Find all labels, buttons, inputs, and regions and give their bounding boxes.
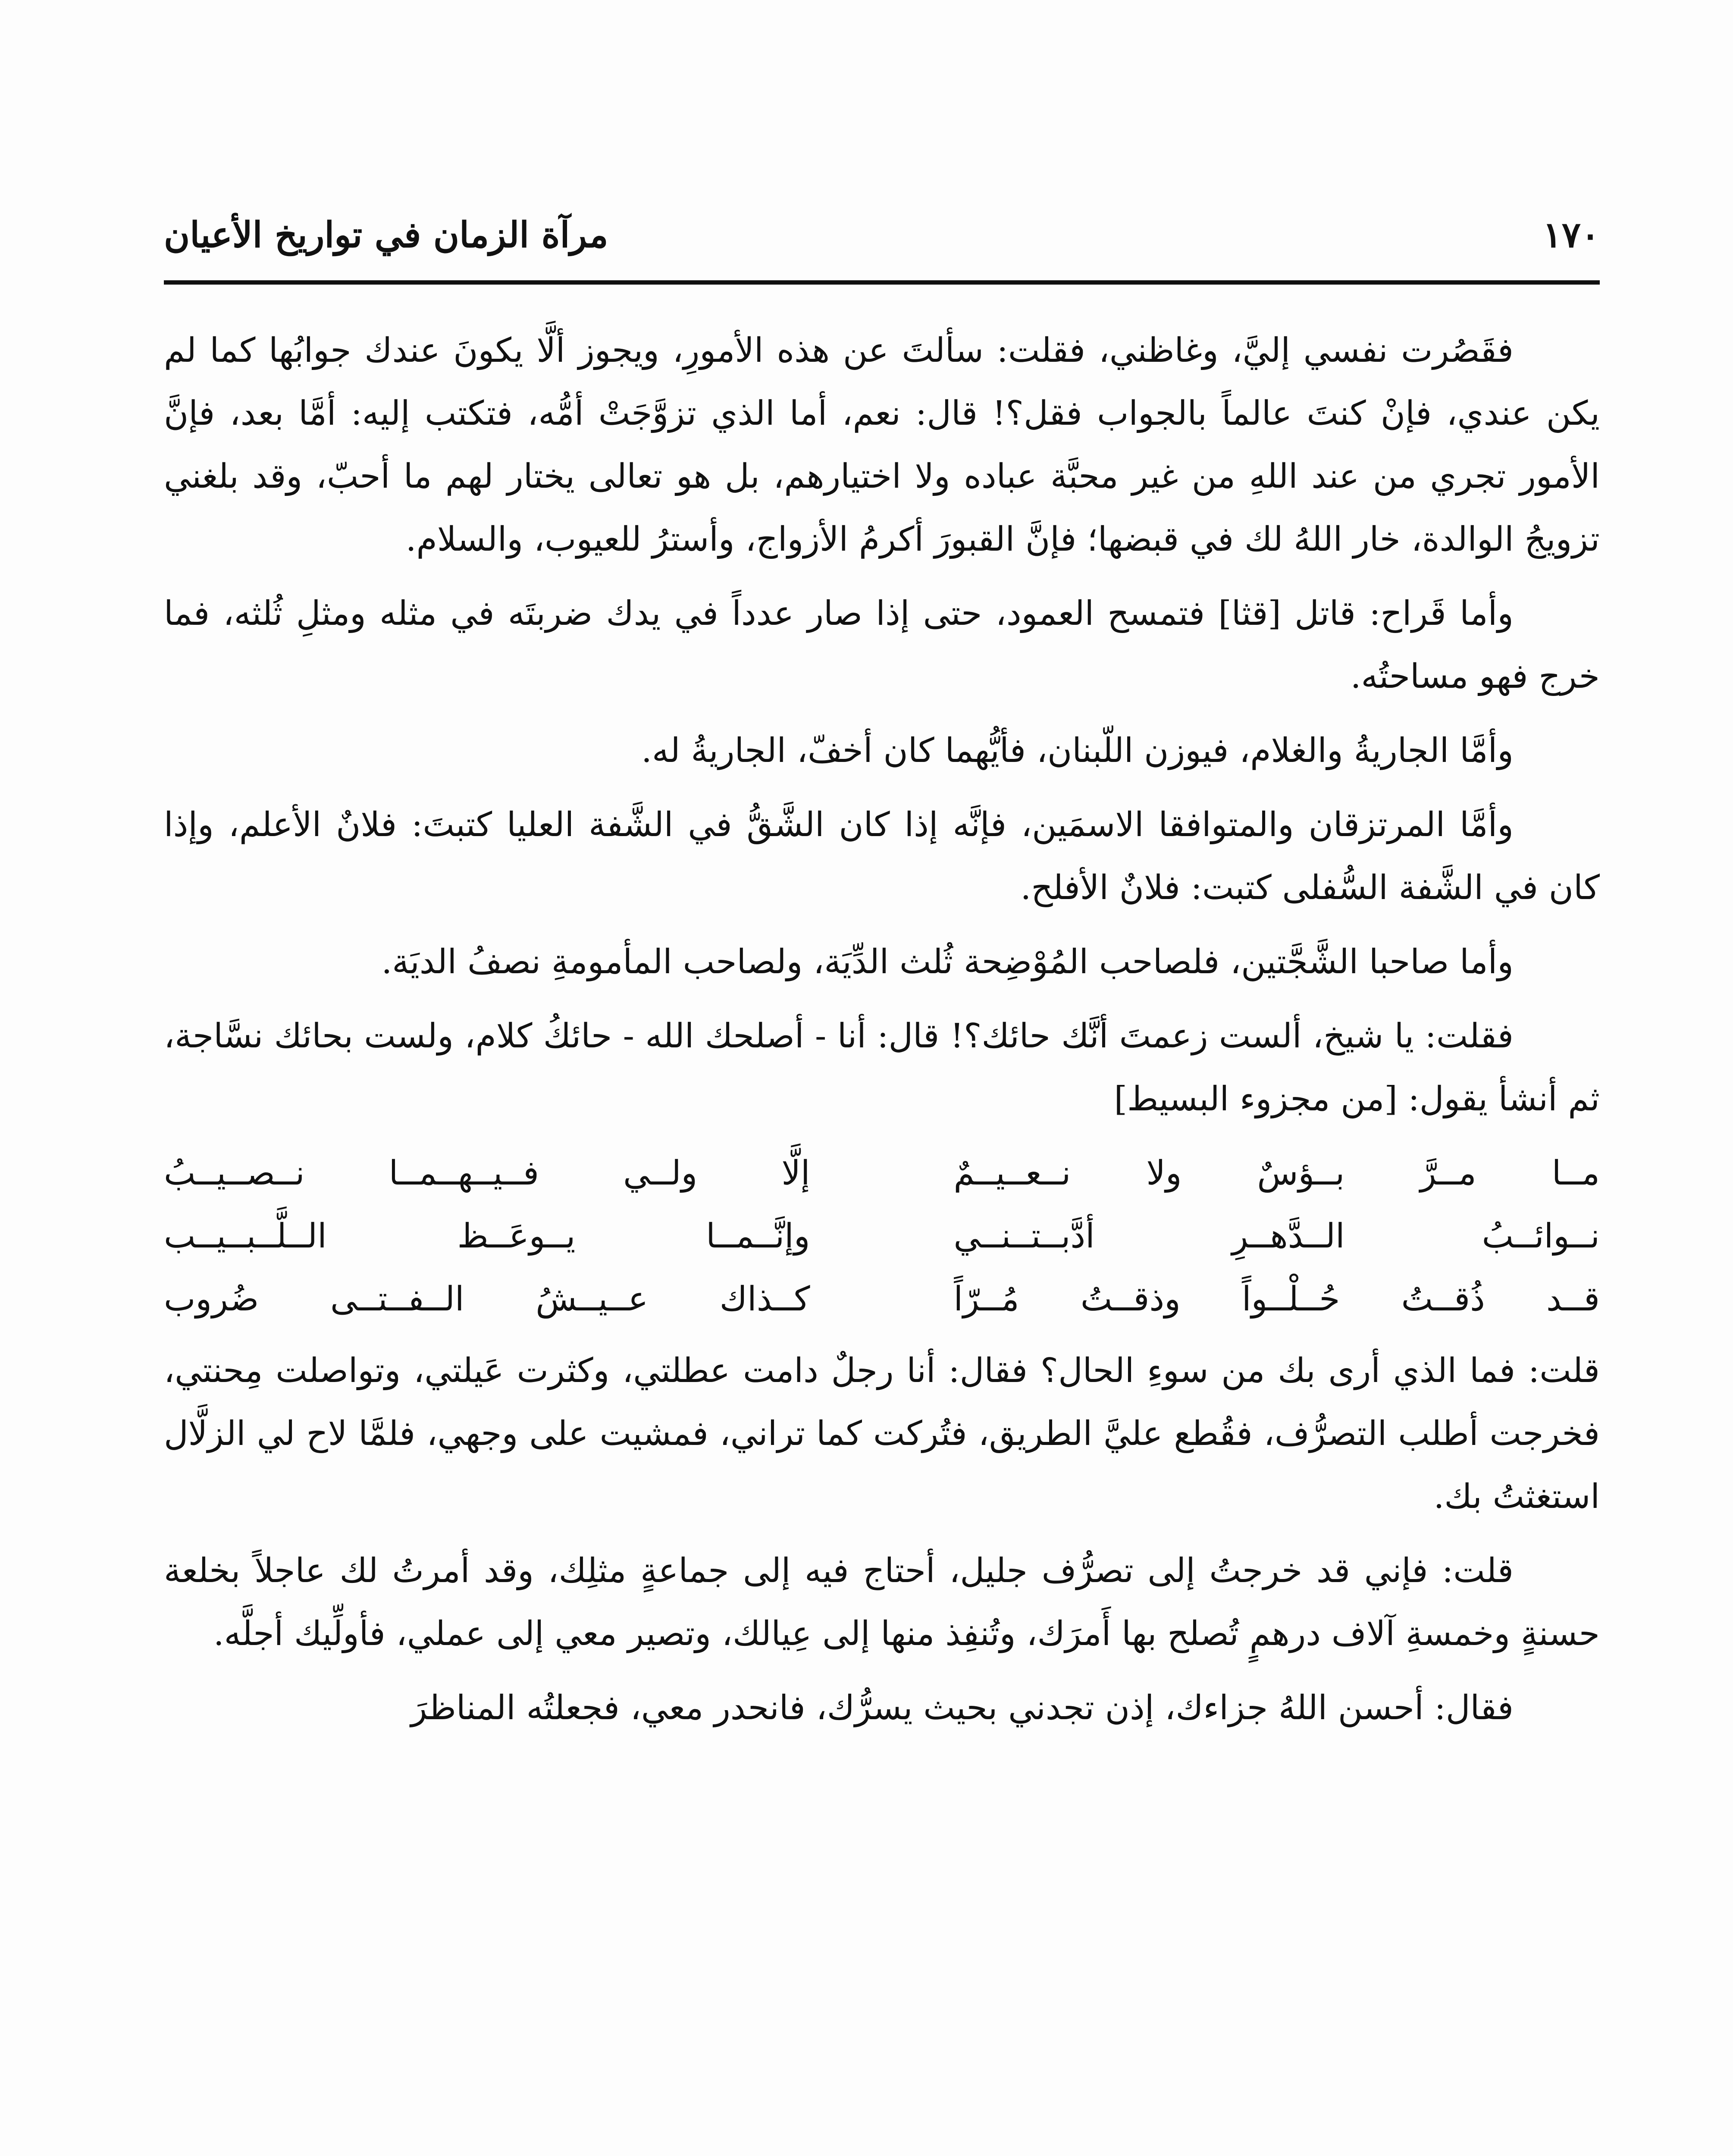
verse-second-hemistich: وإنَّــمــا يــوعَــظ الــلَّــبــيــب	[164, 1217, 810, 1256]
poem-intro-text: فقلت: يا شيخ، ألست زعمتَ أنَّك حائك؟! قال: أنا - أصلحك الله - حائكُ كلام، ولست بحائك نسَّاجة، ثم أنشأ يقول:	[164, 1017, 1600, 1119]
poem-verse	[164, 1205, 1600, 1268]
paragraph: فقال: أحسن اللهُ جزاءك، إذن تجدني بحيث يسرُّك، فانحدر معي، فجعلتُه المناظرَ	[411, 1689, 1514, 1727]
verse-first-hemistich: مــا مــرَّ بــؤسٌ ولا نــعــيــمٌ	[953, 1154, 1600, 1193]
paragraph: قلت: فما الذي أرى بك من سوءِ الحال؟ فقال: أنا رجلٌ دامت عطلتي، وكثرت عَيلتي، وتواصلت مِحنتي، فخرجت أطلب التصرُّف، فقُطع عليَّ الطريق، فتُركت كما تراني، فمشيت على وجهي، فلمَّا لاح لي الزلَّال استغثتُ بك.	[164, 1351, 1600, 1516]
header-rule	[164, 280, 1600, 285]
page-number: ١٧٠	[1542, 214, 1600, 256]
poem-meter: [من مجزوء البسيط]	[1114, 1080, 1398, 1119]
page-header	[164, 203, 1600, 267]
paragraph: وأمَّا المرتزقان والمتوافقا الاسمَين، فإنَّه إذا كان الشَّقُّ في الشَّفة العليا كتبتَ: فلانٌ الأعلم، وإذا كان في الشَّفة السُّفلى كتبت: فلانٌ الأفلح.	[164, 805, 1600, 907]
poem	[164, 1142, 1600, 1331]
paragraph-poem-intro	[164, 1005, 1600, 1131]
poem-verse	[164, 1142, 1600, 1205]
paragraph: فقَصُرت نفسي إليَّ، وغاظني، فقلت: سألتَ عن هذه الأمورِ، ويجوز ألَّا يكونَ عندك جوابُها كما لم يكن عندي، فإنْ كنتَ عالماً بالجواب فقل؟! قال: نعم، أما الذي تزوَّجَتْ أمُّه، فتكتب إليه: أمَّا بعد، فإنَّ الأمور تجري من عند اللهِ من غير محبَّة عباده ولا اختيارهم، بل هو تعالى يختار لهم ما أحبّ، وقد بلغني تزويجُ الوالدة، خار اللهُ لك في قبضها؛ فإنَّ القبورَ أكرمُ الأزواج، وأسترُ للعيوب، والسلام.	[164, 331, 1600, 559]
poem-verse	[164, 1268, 1600, 1331]
paragraph: قلت: فإني قد خرجتُ إلى تصرُّف جليل، أحتاج فيه إلى جماعةٍ مثلِك، وقد أمرتُ لك عاجلاً بخلعة حسنةٍ وخمسةِ آلاف درهمٍ تُصلح بها أَمرَك، وتُنفِذ منها إلى عِيالك، وتصير معي إلى عملي، فأولِّيك أجلَّه.	[164, 1551, 1600, 1653]
running-title: مرآة الزمان في تواريخ الأعيان	[164, 214, 608, 256]
body-text	[164, 319, 1600, 2156]
paragraph: وأما صاحبا الشَّجَّتين، فلصاحب المُوْضِحة ثُلث الدِّيَة، ولصاحب المأمومةِ نصفُ الديَة.	[381, 943, 1514, 981]
verse-first-hemistich: قــد ذُقــتُ حُــلْــواً وذقــتُ مُــرّاً	[953, 1280, 1600, 1319]
verse-second-hemistich: إلَّا ولــي فــيــهــمــا نــصــيــبُ	[164, 1154, 810, 1193]
verse-second-hemistich: كــذاك عــيــشُ الــفــتــى ضُروب	[164, 1280, 810, 1319]
paragraph: وأما قَراح: قاتل [قثا] فتمسح العمود، حتى إذا صار عدداً في يدك ضربتَه في مثله ومثلِ ثُلثه، فما خرج فهو مساحتُه.	[164, 594, 1600, 696]
paragraph: وأمَّا الجاريةُ والغلام، فيوزن اللّبنان، فأيُّهما كان أخفّ، الجاريةُ له.	[641, 731, 1514, 770]
verse-first-hemistich: نــوائــبُ الــدَّهــرِ أدَّبــتــنــي	[953, 1217, 1600, 1256]
